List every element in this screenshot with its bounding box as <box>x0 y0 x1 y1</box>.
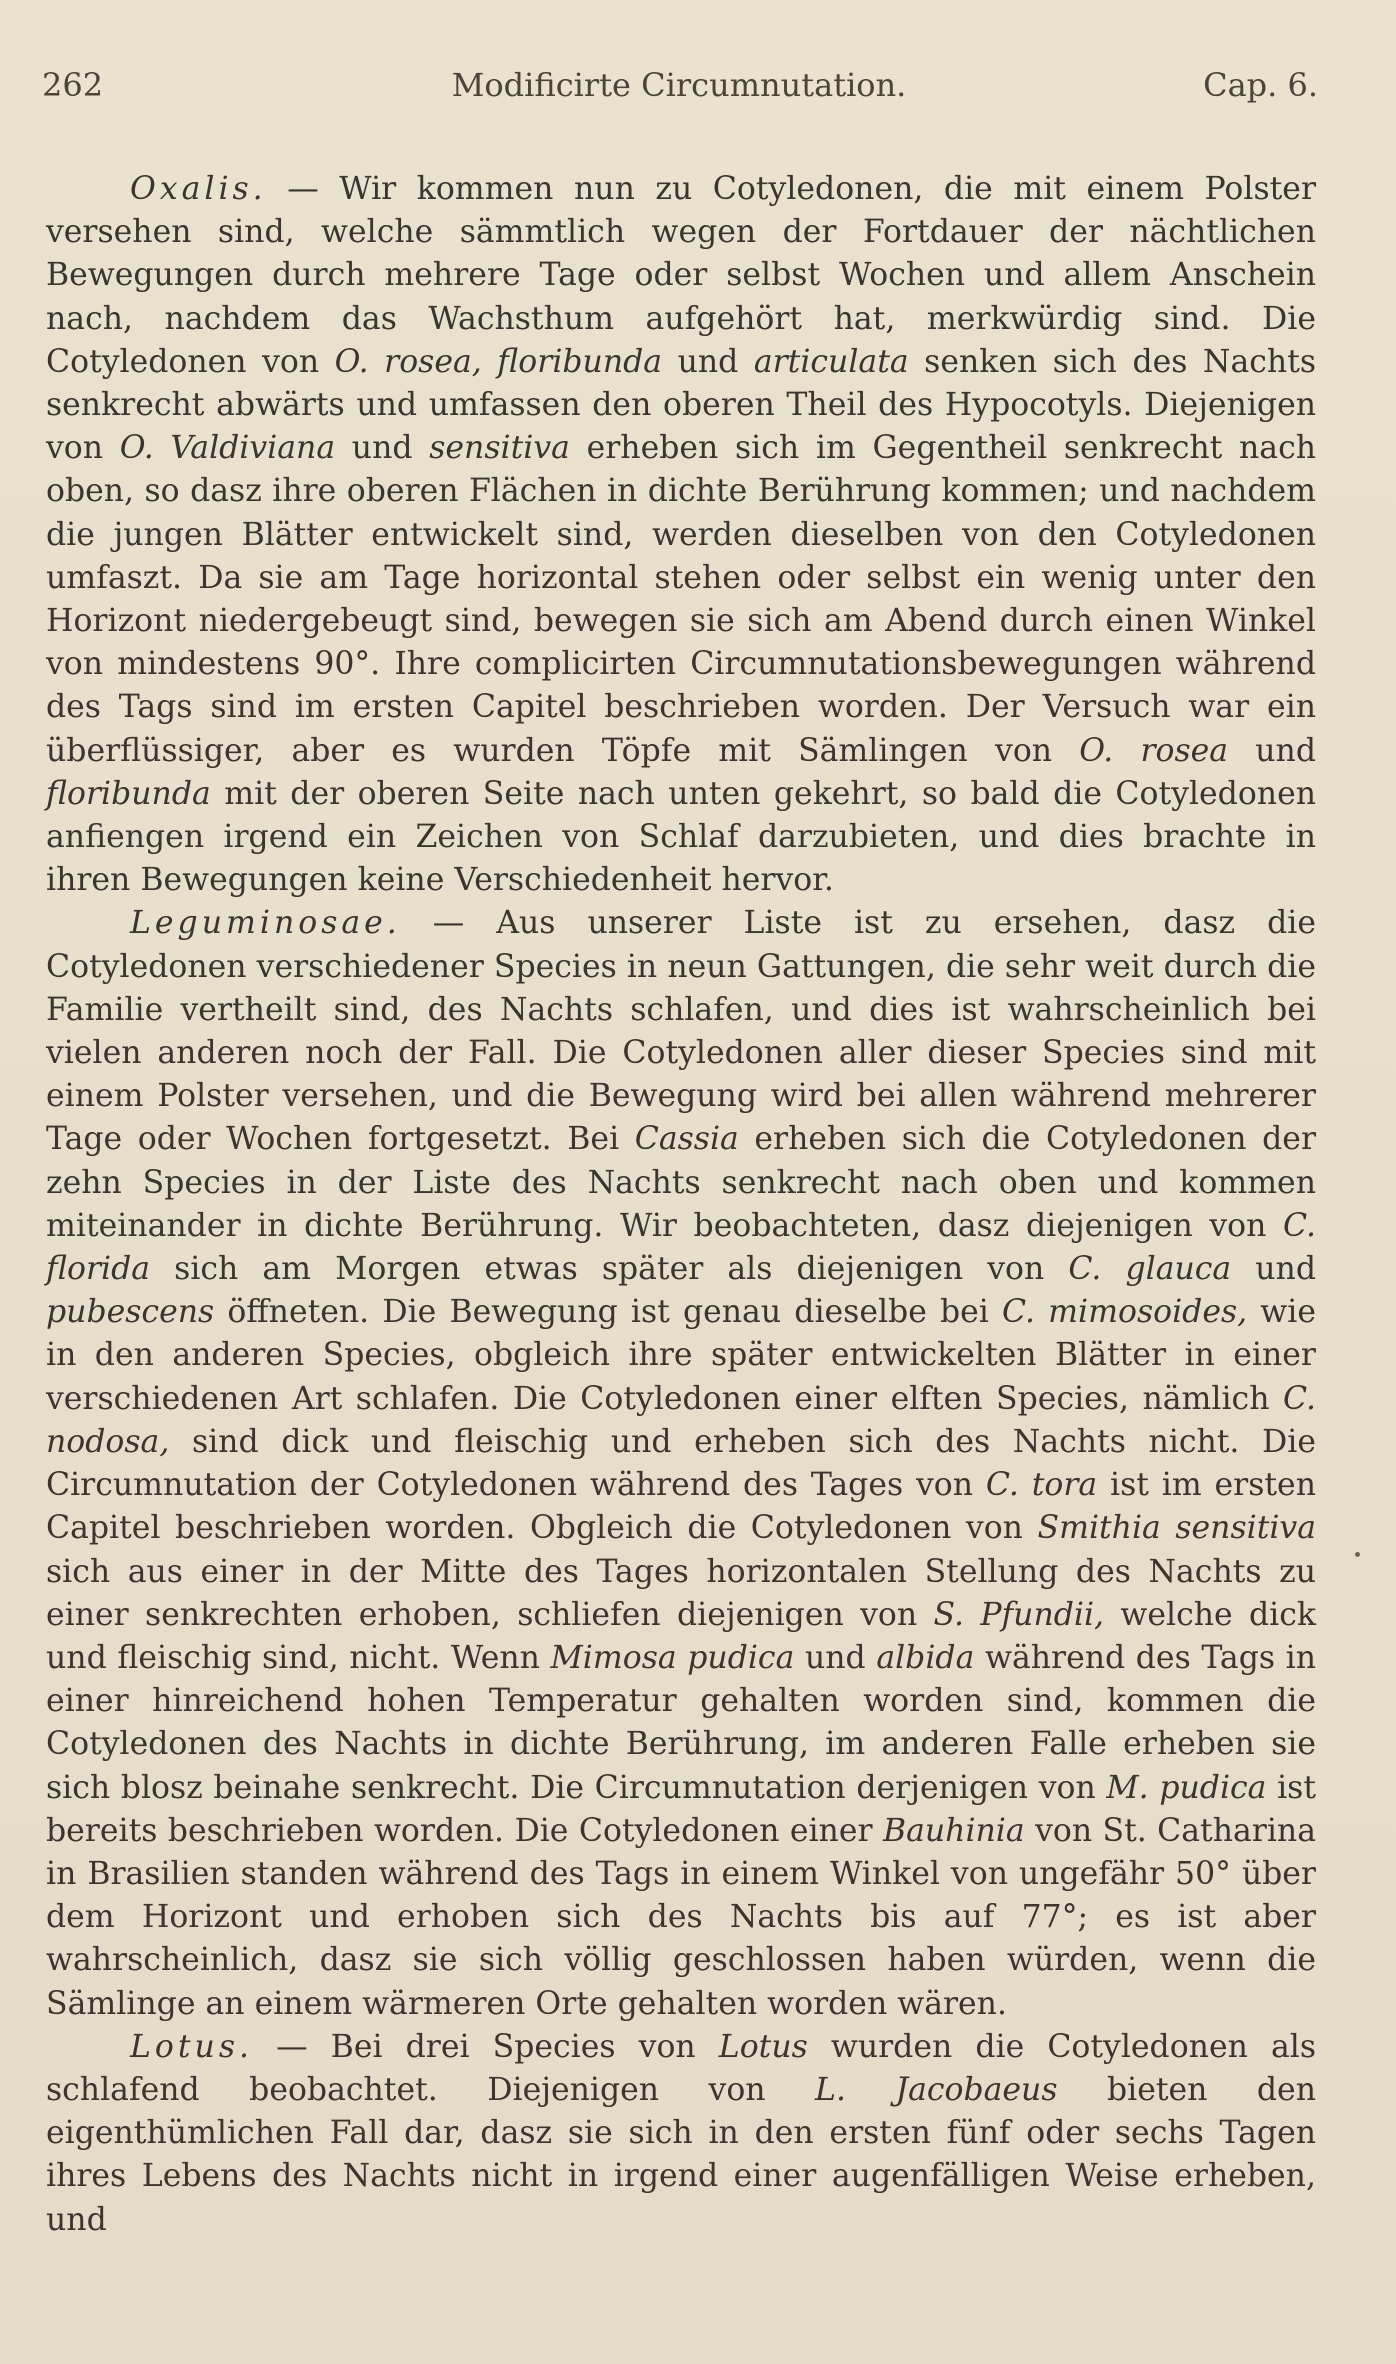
italic-run: C. florida <box>46 1207 1316 1288</box>
text-run: bieten den eigenthümlichen Fall dar, dasz sie sich in den ersten fünf oder sechs Tagen ihres Lebens des Nachts nicht in irgend einer augenfälligen Weise erheben, und <box>46 2071 1316 2238</box>
italic-run: L. Jacobaeus <box>815 2071 1058 2108</box>
italic-run: Cassia <box>634 1121 739 1158</box>
italic-run: C. mimosoides, <box>1002 1294 1248 1331</box>
italic-run: Lotus <box>718 2028 808 2065</box>
text-run: ist im ersten Capitel beschrieben worden. Obgleich die Cotyledonen von <box>46 1467 1316 1547</box>
italic-run: O. Valdiviana <box>119 430 336 467</box>
text-run: und <box>1228 732 1316 769</box>
italic-run: albida <box>876 1639 975 1676</box>
text-run: sich aus einer in der Mitte des Tages horizontalen Stellung des Nachts zu einer senkrechten erhoben, schliefen diejenigen von <box>46 1553 1316 1633</box>
text-run: von St. Catharina in Brasilien standen während des Tags in einem Winkel von ungefähr 50° über dem Horizont und erhoben sich des Nachts bis auf 77°; es ist aber wahrscheinlich, dasz sie sich völlig geschlossen haben würden, wenn die Sämlinge an einem wärmeren Orte gehalten worden wären. <box>46 1812 1316 2022</box>
italic-run: sensitiva <box>429 430 570 467</box>
paragraph-leguminosae <box>46 902 1316 2025</box>
text-run: ist bereits beschrieben worden. Die Cotyledonen einer <box>46 1769 1316 1849</box>
italic-run: Leguminosae. <box>130 905 401 942</box>
running-header <box>40 66 1318 112</box>
italic-run: Bauhinia <box>882 1812 1025 1849</box>
text-run: — Bei drei Species von <box>253 2028 719 2065</box>
paragraph-oxalis <box>46 168 1316 902</box>
italic-run: C. tora <box>985 1467 1098 1504</box>
italic-run: M. pudica <box>1106 1769 1267 1806</box>
text-run: und <box>1231 1251 1316 1288</box>
italic-run: articulata <box>753 343 909 380</box>
text-run: welche dick und fleischig sind, nicht. Wenn <box>46 1596 1316 1676</box>
page-number: 262 <box>42 66 104 104</box>
text-run: und <box>662 343 754 380</box>
text-run: senken sich des Nachts senkrecht abwärts und umfassen den oberen Theil des Hypocotyls. Diejenigen von <box>46 343 1317 467</box>
text-run: sind dick und fleischig und erheben sich des Nachts nicht. Die Circumnutation der Cotyledonen während des Tages von <box>46 1423 1316 1504</box>
body-text <box>46 168 1316 2242</box>
text-run: während des Tags in einer hinreichend hohen Temperatur gehalten worden sind, kommen die Cotyledonen des Nachts in dichte Berührung, im anderen Falle erheben sie sich blosz beinahe senkrecht. Die Circumnutation derjenigen von <box>46 1639 1316 1806</box>
italic-run: C. nodosa, <box>46 1380 1316 1460</box>
italic-run: floribunda <box>46 775 211 812</box>
italic-run: O. rosea, floribunda <box>334 343 663 380</box>
text-run: erheben sich im Gegentheil senkrecht nach oben, so dasz ihre oberen Flächen in dichte Berührung kommen; und nachdem die jungen Blätter entwickelt sind, werden dieselben von den Cotyledonen umfaszt. Da sie am Tage horizontal stehen oder selbst ein wenig unter den Horizont niedergebeugt sind, bewegen sie sich am Abend durch einen Winkel von mindestens 90°. Ihre complicirten Circumnutationsbewegungen während des Tags sind im ersten Capitel beschrieben worden. Der Versuch war ein überflüssiger, aber es wurden Töpfe mit Sämlingen von <box>46 430 1317 769</box>
italic-run: Mimosa pudica <box>550 1639 795 1676</box>
text-run: und <box>794 1639 877 1676</box>
italic-run: Smithia sensitiva <box>1037 1510 1317 1547</box>
italic-run: O. rosea <box>1079 732 1229 769</box>
chapter-label: Cap. 6. <box>1203 66 1318 104</box>
text-run: sich am Morgen etwas später als diejenigen von <box>150 1251 1069 1288</box>
text-run: — Wir kommen nun zu Cotyledonen, die mit einem Polster versehen sind, welche sämmtlich wegen der Fortdauer der nächtlichen Bewegungen durch mehrere Tage oder selbst Wochen und allem Anschein nach, nachdem das Wachsthum aufgehört hat, merkwürdig sind. Die Cotyledonen von <box>46 171 1316 380</box>
text-run: erheben sich die Cotyledonen der zehn Species in der Liste des Nachts senkrecht nach oben und kommen miteinander in dichte Berührung. Wir beobachteten, dasz diejenigen von <box>46 1121 1316 1244</box>
italic-run: Lotus. <box>130 2028 254 2065</box>
text-run: und <box>335 430 430 467</box>
text-run: wurden die Cotyledonen als schlafend beobachtet. Diejenigen von <box>46 2028 1316 2108</box>
running-title: Modificirte Circumnutation. <box>451 66 907 104</box>
text-run: mit der oberen Seite nach unten gekehrt, so bald die Cotyledonen anfiengen irgend ein Zeichen von Schlaf darzubieten, und dies brachte in ihren Bewegungen keine Verschiedenheit hervor. <box>46 775 1316 899</box>
italic-run: C. glauca <box>1068 1251 1232 1288</box>
paragraph-lotus <box>46 2026 1316 2242</box>
text-run: wie in den anderen Species, obgleich ihre später entwickelten Blätter in einer verschiedenen Art schlafen. Die Cotyledonen einer elften Species, nämlich <box>46 1294 1316 1417</box>
text-run: öffneten. Die Bewegung ist genau dieselbe bei <box>214 1294 1003 1331</box>
italic-run: pubescens <box>46 1294 215 1331</box>
text-run: — Aus unserer Liste ist zu ersehen, dasz die Cotyledonen verschiedener Species in neun Gattungen, die sehr weit durch die Familie vertheilt sind, des Nachts schlafen, und dies ist wahrscheinlich bei vielen anderen noch der Fall. Die Cotyledonen aller dieser Species sind mit einem Polster versehen, und die Bewegung wird bei allen während mehrerer Tage oder Wochen fortgesetzt. Bei <box>46 905 1316 1158</box>
print-speck <box>1355 1552 1360 1557</box>
italic-run: Oxalis. <box>130 171 267 207</box>
italic-run: S. Pfundii, <box>933 1596 1105 1633</box>
